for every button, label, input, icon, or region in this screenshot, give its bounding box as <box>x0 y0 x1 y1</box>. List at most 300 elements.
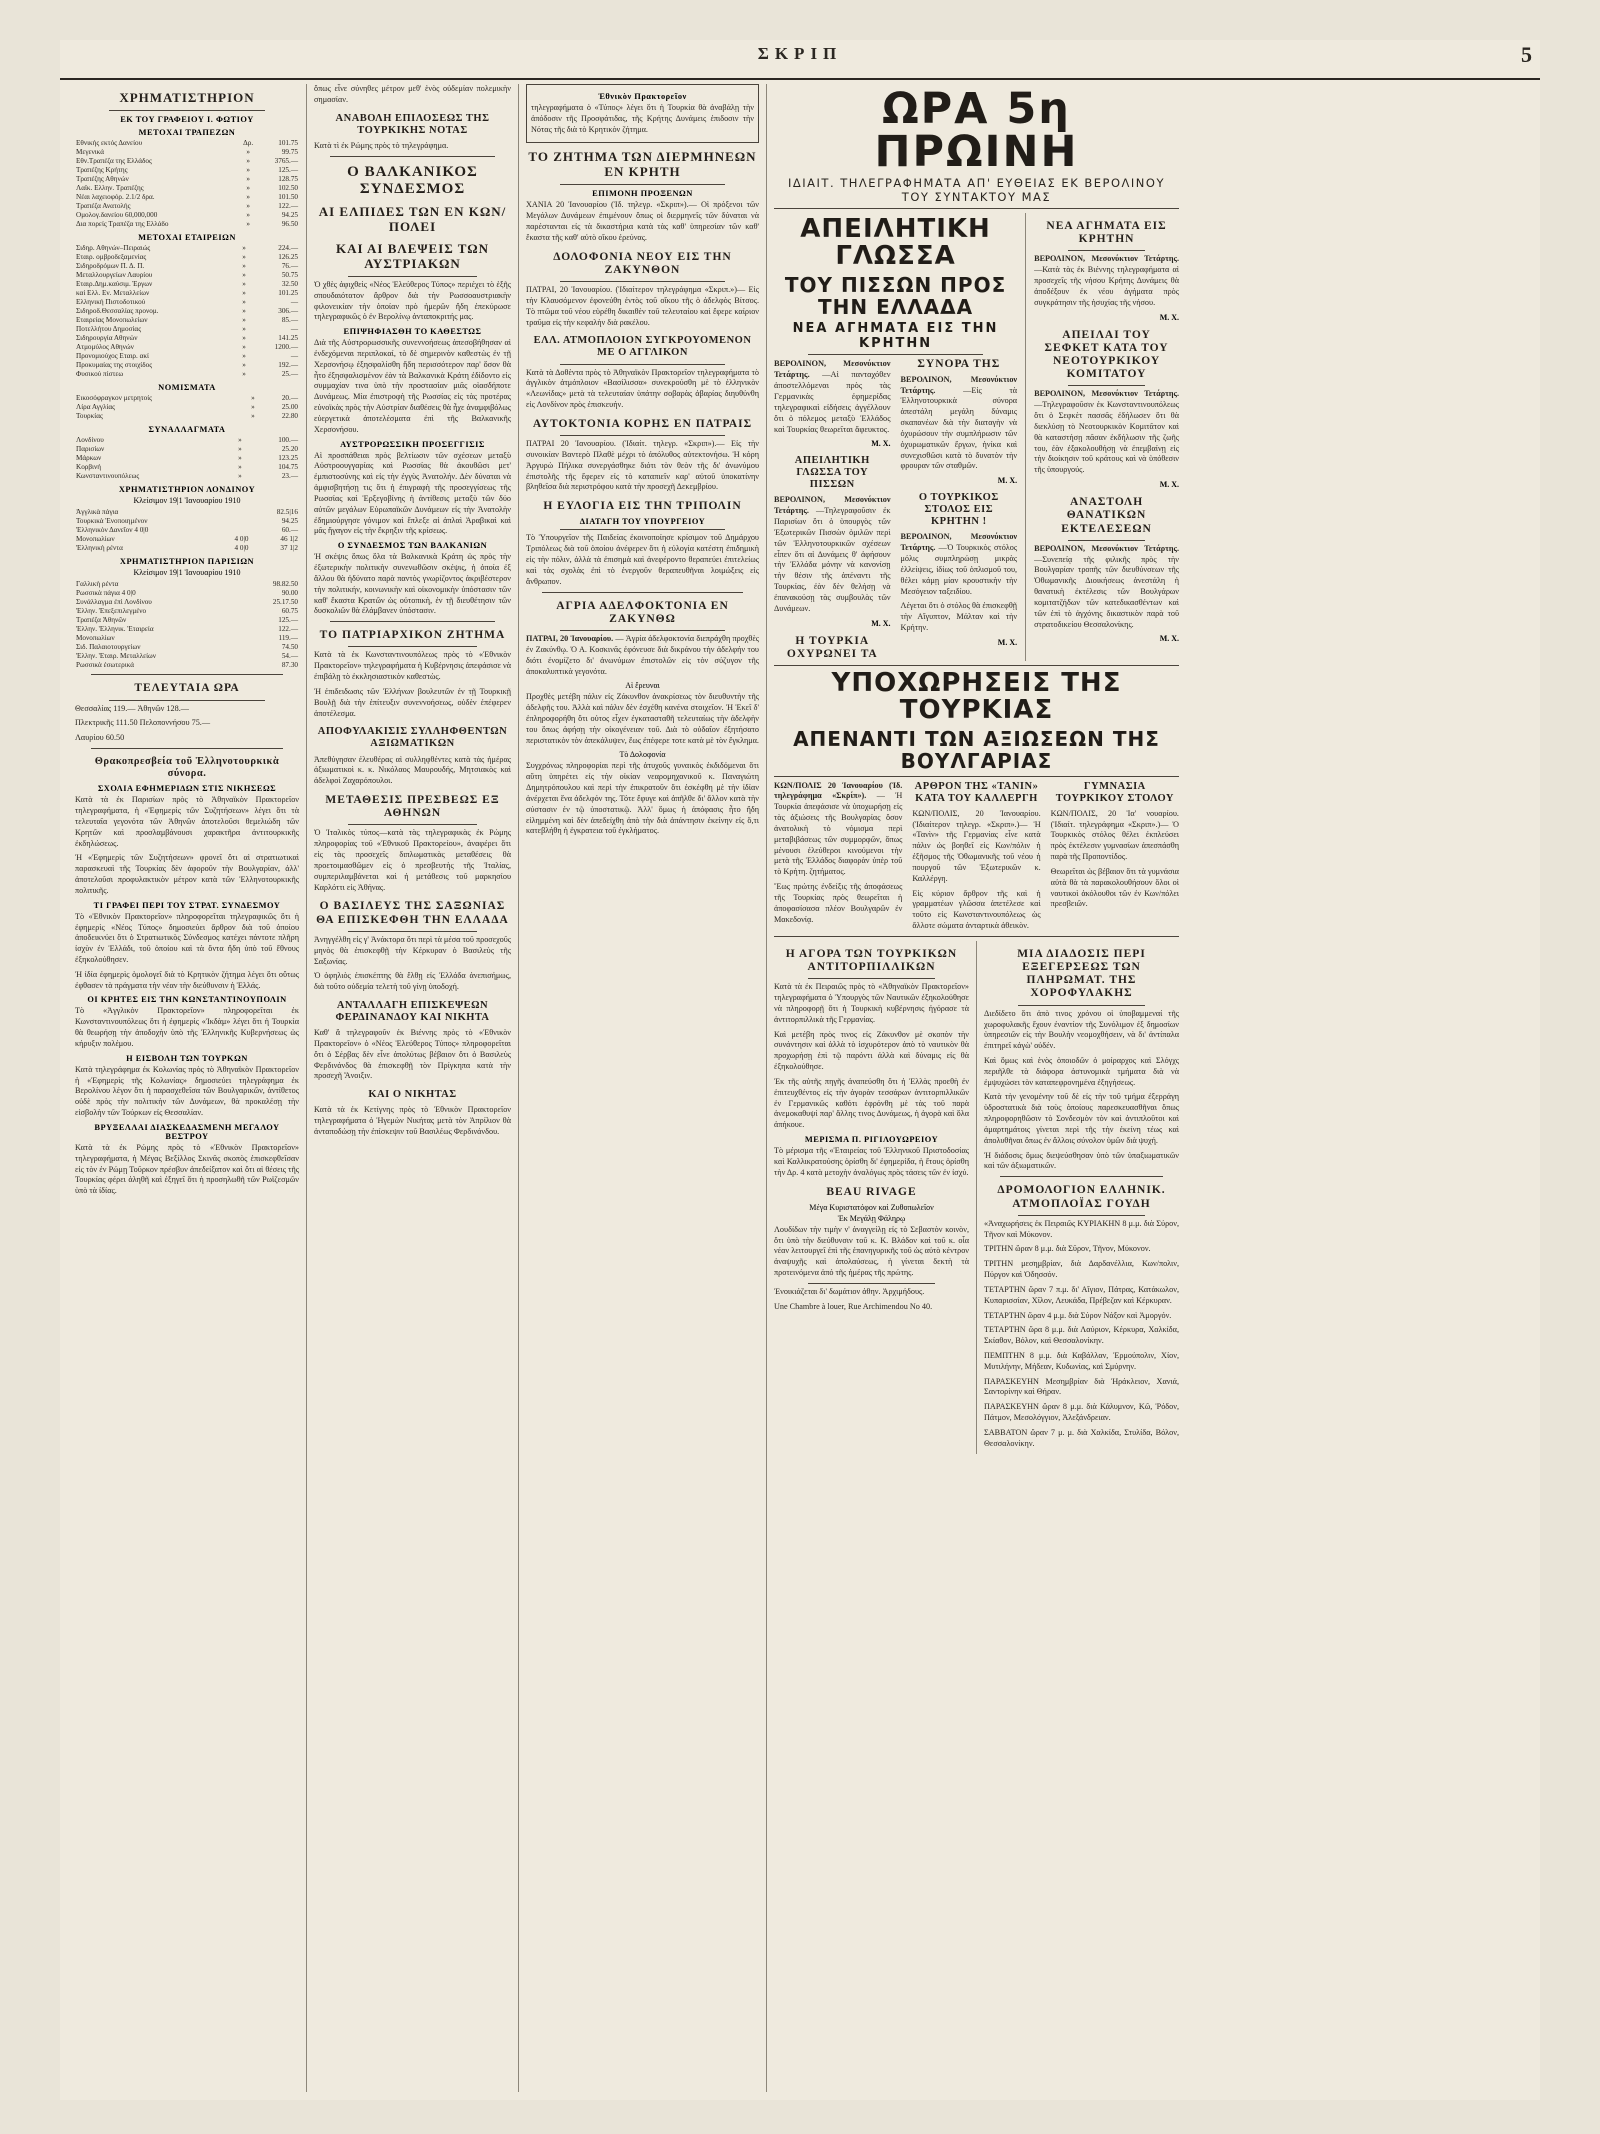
row-label: Μονοπωλίων <box>76 634 115 643</box>
row-value: 25.17.50 <box>272 598 298 607</box>
row-unit: » <box>246 219 250 228</box>
table-row <box>75 289 299 298</box>
list-item: «Ἀναχωρήσεις ἐκ Πειραιῶς ΚΥΡΙΑΚΗΝ 8 μ.μ. διὰ Σύρον, Τῆνον καὶ Μύκονον. <box>984 1218 1179 1239</box>
row-label: Προκυμαίας της στοιχίδος <box>76 360 153 369</box>
row-label: Γαλλικὴ ρέντα <box>76 580 119 589</box>
article-paragraph <box>526 634 759 677</box>
row-label: Ομολογ.δανείου 60,000,000 <box>76 210 158 219</box>
table-row <box>75 661 299 670</box>
row-value: 104.75 <box>278 462 298 471</box>
row-value: — <box>290 297 298 306</box>
article-subheading: Τὸ Δολοφονία <box>619 750 666 760</box>
article-subheading: Αἱ ἔρευναι <box>625 681 660 691</box>
article-heading: ΤΟ ΖΗΤΗΜΑ ΤΩΝ ΔΙΕΡΜΗΝΕΩΝ ΕΝ ΚΡΗΤΗ <box>528 149 757 180</box>
row-unit: » <box>242 351 246 360</box>
article-paragraph: Ἡ «Ἐφημερὶς τῶν Συζητήσεων» φρονεῖ ὅτι αἱ στρατιωτικαὶ παρασκευαὶ τῆς Τουρκίας δὲν ἀφοροῦν τὴν Βουλγαρίαν, ἀλλ' ἀποτελοῦσι προφυλακτικὸν μέτρον κατὰ τῶν Ἑλληνοτουρκικῆς πολιτικῆς. <box>75 853 299 895</box>
row-value: 306.— <box>278 306 298 315</box>
article-heading: ΑΝΑΣΤΟΛΗ ΘΑΝΑΤΙΚΩΝ ΕΚΤΕΛΕΣΕΩΝ <box>1061 496 1152 535</box>
article-text: —Εἰς τὰ Ἑλληνοτουρκικὰ σύνορα ἀπεστάλη μεγάλη δύναμις σκαπανέων διὰ τὴν διαταγὴν νὰ ὀχυρώσουν τὴν συμπλήρωσιν τῶν ὀχυρωματικῶν ἔργων, ἡνίκα καὶ συνεχισθῶσι κατὰ τὸ δυνατὸν τὴν φρουραν τῶν σταθμῶν. <box>900 385 1018 471</box>
row-label: Ἑλληνικὴ ρέντα <box>76 544 123 553</box>
article-paragraph: Κατὰ τὰ ἐκ Κετίγνης πρὸς τὸ Ἐθνικὸν Πρακτορεῖον τηλεγραφήματα ὁ Ἡγεμὼν Νικήτας μετὰ τὸν Ἀπρίλιον θὰ ἀνταποδώσῃ τὴν ἐπίσκεψιν τοῦ Βασιλέως Φερδινάνδου. <box>314 1105 511 1136</box>
finance-office: ΕΚ ΤΟΥ ΓΡΑΦΕΙΟΥ Ι. ΦΩΤΙΟΥ <box>120 114 254 124</box>
correspondent-signature: Μ. Χ. <box>1159 480 1180 490</box>
article-paragraph <box>774 781 902 878</box>
row-unit: » <box>242 297 246 306</box>
row-label: Προνομιούχος Εταιρ. ακί <box>76 351 149 360</box>
wide-subheadline: ΑΠΕΝΑΝΤΙ ΤΩΝ ΑΞΙΩΣΕΩΝ ΤΗΣ ΒΟΥΛΓΑΡΙΑΣ <box>793 726 1160 773</box>
article-heading: ΑΝΑΒΟΛΗ ΕΠΙΛΟΣΕΩΣ ΤΗΣ ΤΟΥΡΚΙΚΗΣ ΝΟΤΑΣ <box>335 112 490 136</box>
row-unit: » <box>238 471 242 480</box>
table-row <box>75 175 299 184</box>
row-value: 76.— <box>281 261 298 270</box>
article-paragraph: ΠΑΤΡΑΙ, 20 Ἰανουαρίου. (Ἰδιαίτερον τηλεγράφημα «Σκριπ.»)— Εἰς τὴν Κλαυσόμενον ἐφονεύθη ἐντὸς τοῦ οἴκου τῆς ὁ ἀδελφὸς Βίτσος. Τὸ πτῶμα τοῦ νέου εὑρέθη δικαιθὲν τοῦ τελευταίου καὶ ἔφερε καίριον τραῦμα εἰς τὴν κεφαλὴν διὰ ρακέλου. <box>526 285 759 327</box>
list-item: ΣΑΒΒΑΤΟΝ ὥραν 7 μ. μ. διὰ Χαλκίδα, Στυλίδα, Βόλον, Θεσσαλονίκην. <box>984 1427 1179 1448</box>
continued-paragraph: ὅπως εἶνε σύνηθες μέτρον μεθ' ἑνὸς οὐδεμίαν πολεμικὴν σημασίαν. <box>314 84 511 104</box>
article-heading: ΑΠΕΙΛΗΤΙΚΗ ΓΛΩΣΣΑ ΤΟΥ ΠΙΣΣΩΝ <box>794 455 870 491</box>
row-value: 141.25 <box>278 333 298 342</box>
article-subline: Κατὰ τὶ ἐκ Ρώμης πρὸς τὸ τηλεγράφημα. <box>314 140 449 150</box>
article-heading: ΤΙ ΓΡΑΦΕΙ ΠΕΡΙ ΤΟΥ ΣΤΡΑΤ. ΣΥΝΔΕΣΜΟΥ <box>93 900 281 910</box>
article-paragraph: Θεωρεῖται ὡς βέβαιον ὅτι τὰ γυμνάσια αὐτὰ θὰ τὰ παρακολουθήσουν ὅλοι οἱ ναυτικοὶ ἀκόλουθοι τῶν ἐν Κων/πόλει πρεσβειῶν. <box>1050 866 1179 909</box>
table-row <box>75 166 299 175</box>
row-label: Κορβινή <box>76 462 101 471</box>
list-item: ΤΡΙΤΗΝ ὥραν 8 μ.μ. διὰ Σῦρον, Τῆνον, Μύκονον. <box>984 1244 1151 1254</box>
row-value: 192.— <box>278 360 298 369</box>
row-unit: » <box>238 453 242 462</box>
article-paragraph: Ἐκ τῆς αὐτῆς πηγῆς ἀναπεύσθη ὅτι ἡ Ἑλλὰς προεθὴ ἐν ἐπιτευχθέντος εἰς τὴν ἀγορὰν τεσσάρων ἀντιτορπιλλικῶν ἐν Γερμανικῶς καθότι ἐφρόνθη μὲ τὰς τοῦ παρὰ ἀνεμοκαθυψί παρ' ἄλλης τινος Δυνάμεως, ἡ ἀγορὰ καὶ ὅλα ἀπήκουε. <box>774 1076 969 1130</box>
table-row <box>75 394 299 403</box>
article-heading: ΟΙ ΚΡΗΤΕΣ ΕΙΣ ΤΗΝ ΚΩΝΣΤΑΝΤΙΝΟΥΠΟΛΙΝ <box>87 995 287 1005</box>
classified-ad: Une Chambre à louer, Rue Archimendou Νο 40. <box>774 1301 933 1311</box>
row-unit: » <box>246 183 250 192</box>
dateline: ΒΕΡΟΛΙΝΟΝ, Μεσονύκτιον Τετάρτης. <box>1034 389 1180 399</box>
table-row <box>75 580 299 589</box>
article-heading: ΤΟ ΠΑΤΡΙΑΡΧΙΚΟΝ ΖΗΤΗΜΑ <box>319 629 506 642</box>
bank-shares-table <box>75 139 299 229</box>
table-row <box>75 184 299 193</box>
article-text: —Κατὰ τὰς ἐκ Βιέννης τηλεγραφήματα αἱ προσεχεῖς τῆς νήσου Κρήτης Δυνάμεις θὰ ἀποδέξουν ἐκ νέου ἀγήματα πρὸς συγκράτησιν τῆς ἡσυχίας τῆς νήσου. <box>1034 265 1180 307</box>
row-unit: » <box>242 315 246 324</box>
table-row <box>75 352 299 361</box>
row-label: καί Ελλ. Εν. Μεταλλείων <box>76 288 150 297</box>
row-label: Σιδηροδ.Θεσσαλίας προνομ. <box>76 306 159 315</box>
row-value: 46 1|2 <box>280 535 298 544</box>
row-unit <box>234 589 246 598</box>
row-label: Λαϊκ. Ελλην. Τραπέζης <box>76 183 144 192</box>
row-unit <box>234 616 246 625</box>
article-paragraph: Ἡ διάδοσις ὅμως διεψεύσθησαν ὑπὸ τῶν ὑπαξιωματικῶν καὶ τῶν ἀξιωματικῶν. <box>984 1150 1179 1171</box>
row-value: 100.— <box>278 435 298 444</box>
london-exchange-heading: ΧΡΗΜΑΤΙΣΤΗΡΙΟΝ ΛΟΝΔΙΝΟΥ <box>118 484 256 494</box>
row-unit: » <box>242 324 246 333</box>
row-label: Μάρκων <box>76 453 102 462</box>
coins-table <box>75 394 299 421</box>
article-heading: Η ΕΙΣΒΟΛΗ ΤΩΝ ΤΟΥΡΚΩΝ <box>126 1053 248 1063</box>
boxed-notice <box>526 84 759 143</box>
row-unit: » <box>246 165 250 174</box>
row-value: 128.75 <box>278 174 298 183</box>
london-table <box>75 508 299 553</box>
row-unit: » <box>242 288 246 297</box>
advert-body: Λουδίδων τὴν τιμὴν ν' ἀναγγείλῃ εἰς τὸ Σεβαστὸν κοινὸν, ὅτι ὑπὸ τὴν διεύθυνσιν τοῦ κ. Κ. Βλάδον καὶ τοῦ κ. οἷα νέαν λειτουργεῖ ἐπὶ τῆς ἐπανηγυρικῆς τοῦ ὡς αὐτὸ κέντρον ἀναψυχῆς καὶ ἀπολαύσεως, ἡ γίνεται δεκτὴ τὰ προτεινόμενα ἀπό τῆς ἡμέρας τῆς πρώτης. <box>774 1224 969 1278</box>
row-label: Εθν.Τραπέζα της Ελλάδος <box>76 156 152 165</box>
table-row <box>75 307 299 316</box>
row-label: Κωνσταντινουπόλεως <box>76 471 140 480</box>
list-item: ΤΡΙΤΗΝ μεσημβρίαν, διὰ Δαρδανέλλια, Κων/πολιν, Πύργον καὶ Ὀδησσόν. <box>984 1259 1179 1280</box>
article-paragraph: Κατὰ τηλεγράφημα ἐκ Κολωνίας πρὸς τὸ Ἀθηναϊκὸν Πρακτορεῖον ἡ «Ἐφημερὶς τῆς Κολωνίας» δημοσιεύει τηλεγράφημα ἐκ Βερολίνου λέγον ὅτι ἡ παρασχεθεῖσα τῶν Βουλγαρικῶν, ἀντίθετος οὐδὲ πρὸς τὴν πολιτικὴν τῶν Δυνάμεων, θὰ προκαλέσῃ τὴν εἰσβολὴν τῶν Τούρκων εἰς Θεσσαλίαν. <box>75 1064 299 1118</box>
table-row <box>75 598 299 607</box>
article-heading: ΜΕΤΑΘΕΣΙΣ ΠΡΕΣΒΕΩΣ ΕΞ ΑΘΗΝΩΝ <box>325 794 500 820</box>
article-heading: Ο ΤΟΥΡΚΙΚΟΣ ΣΤΟΛΟΣ ΕΙΣ ΚΡΗΤΗΝ ! <box>918 492 999 528</box>
paris-exchange-date: Κλείσιμον 19|1 Ἰανουαρίου 1910 <box>133 568 241 578</box>
article-heading: ΚΑΙ Ο ΝΙΚΗΤΑΣ <box>368 1089 457 1101</box>
row-value: 101.25 <box>278 288 298 297</box>
table-row <box>75 316 299 325</box>
row-unit: » <box>242 333 246 342</box>
article-heading: ΝΕΑ ΑΓΗΜΑΤΑ ΕΙΣ ΚΡΗΤΗΝ <box>1046 220 1167 246</box>
row-label: Τραπέζα Ανατολής <box>76 201 131 210</box>
row-label: Νέαι λαχειοφόρ. 2.1/2 δρα. <box>76 192 155 201</box>
row-unit: » <box>246 192 250 201</box>
table-row <box>75 271 299 280</box>
row-label: Συνάλλαγμα ἐπὶ Λονδίνου <box>76 598 152 607</box>
row-unit: » <box>246 210 250 219</box>
boxed-notice-heading: Ἐθνικὸν Πρακτορεῖον <box>598 92 687 101</box>
row-label: Σιδηρ. Αθηνών–Πειραιώς <box>76 243 151 252</box>
feature-subheading-1: ΑΙ ΕΛΠΙΔΕΣ ΤΩΝ ΕΝ ΚΩΝ/ΠΟΛΕΙ <box>318 204 507 235</box>
article-paragraph: ΧΑΝΙΑ 20 Ἰανουαρίου (Ἰδ. τηλεγρ. «Σκριπ»).— Οἱ πρόξενοι τῶν Μεγάλων Δυνάμεων ἐπιμένουν ὅπως οἱ διερμηνεῖς τῶν δύναται νὰ παρέστανται εἰς τὰ δικαστήρια κατὰ τὰς καθ' ὑπηρεσίαν τῶν καθ' ἕκαστα τῆς καθ' αὐτὸ οἴκου ἐρεύνας. <box>526 200 759 242</box>
column-2 <box>306 84 518 2092</box>
row-label: Δια πορείς Τραπέζα της Ελλάδο <box>76 219 169 228</box>
table-row <box>75 280 299 289</box>
last-hour-heading: ΤΕΛΕΥΤΑΙΑ ΩΡΑ <box>134 682 240 695</box>
article-paragraph: Τὸ «Ἐθνικὸν Πρακτορεῖον» πληροφορεῖται τηλεγραφικῶς ὅτι ἡ ἐφημερὶς «Νέος Τύπος» δημοσιεύει ἄρθρον διὰ τοῦ ὁποίου ἀποδεικνύει ὅτι ὁ Στρατιωτικὸς Σύνδεσμος κατέχει πάντοτε πλῆρη ἰσχὺν ἐν Ἑλλάδι, τοῦ ὁποίου καὶ τὰ ὄντα ἤδη ὑπὸ τοῦ ἔθνους ἐξηκολούθησεν. <box>75 911 299 964</box>
row-value: 123.25 <box>278 453 298 462</box>
correspondent-signature: Μ. Χ. <box>871 439 891 449</box>
article-paragraph <box>1034 544 1179 631</box>
table-row <box>75 244 299 253</box>
article-heading: ΑΠΕΙΛΑΙ ΤΟΥ ΣΕΦΚΕΤ ΚΑΤΑ ΤΟΥ ΝΕΟΤΟΥΡΚΙΚΟΥ ΚΟΜΙΤΑΤΟΥ <box>1044 328 1169 381</box>
boxed-notice-text: τηλεγραφήματα ὁ «Τύπος» λέγει ὅτι ἡ Τουρκία θὰ ἀναβάλῃ τὴν ἀπόδοσιν τῆς Προσφάτιδας, τῆς Κρήτης Δυνάμεις ἐπιδοσιν τὴν Νότας τῆς διὰ τὸ Κρητικὸν ζήτημα. <box>531 103 754 134</box>
article-heading: Η ΕΥΛΟΓΙΑ ΕΙΣ ΤΗΝ ΤΡΙΠΟΛΙΝ <box>543 500 742 513</box>
newspaper-title: ΣΚΡΙΠ <box>757 44 843 63</box>
row-value: 54.— <box>281 652 298 661</box>
table-row <box>75 334 299 343</box>
wide-body-columns <box>774 781 1179 932</box>
row-unit: » <box>246 201 250 210</box>
row-value: 3765.— <box>274 156 298 165</box>
row-unit: Δρ. <box>243 138 254 147</box>
list-item: ΠΑΡΑΣΚΕΥΗΝ Μεσημβρίαν διὰ Ἡράκλειον, Χανιά, Σαντορίνην καὶ Θήραν. <box>984 1376 1179 1397</box>
masthead <box>60 40 1540 80</box>
correspondent-signature: Μ. Χ. <box>1159 634 1180 644</box>
last-hour-line: Λαυρίου 60.50 <box>75 733 125 743</box>
article-subheading: ΣΧΟΛΙΑ ΕΦΗΜΕΡΙΔΩΝ ΣΤΙΣ ΝΙΚΗΣΕΩΣ <box>97 784 277 794</box>
row-value: — <box>290 324 298 333</box>
article-text: —Τηλεγραφοῦσιν ἐκ Κωνσταντινουπόλεως ὅτι ὁ Σεφκὲτ πασσᾶς ἐδήλωσεν ὅτι θὰ διεκλύσῃ τὸ Νεοτουρκικὸν Κομιτᾶτον καὶ θὰ καταστήσῃ πᾶσαν ἐκδήλωσιν τῆς ζωῆς του, ἐὰν ἐξακολουθήσῃ νὰ ἐπεμβαίνῃ εἰς τὴν διοίκησιν τοῦ κράτους καὶ νὰ ὑπόθεσιν τῆς ὑπουργούς. <box>1034 400 1180 475</box>
correspondent-signature: Μ. Χ. <box>1159 312 1180 322</box>
row-unit: » <box>242 369 246 378</box>
advert-line: Μέγα Κυριστατόφον καὶ Ζυθοπωλεῖον <box>809 1202 934 1212</box>
row-value: 125.— <box>278 165 298 174</box>
row-unit: » <box>242 261 246 270</box>
row-unit: » <box>251 411 255 420</box>
row-unit: » <box>242 270 246 279</box>
article-text: —Τηλεγραφοῦσιν ἐκ Παρισίων ὅτι ὁ ὑπουργὸς τῶν Ἐξωτερικῶν Πισσὼν ὁμιλῶν περὶ τῶν Ἑλληνοτουρκικῶν σχέσεων εἶπεν ὅτι αἱ Δυνάμεις θ' ἀφήσουν τὴν Ἑλλάδα μόνην νὰ κανονίσῃ τὴν θέσιν τῆς ἀπέναντι τῆς Τουρκίας, ἐὰν δὲν θελήσῃ νὰ ἐπανακούσῃ τὰς συμβουλὰς τῶν Δυνάμεων. <box>774 506 891 613</box>
column-3 <box>518 84 766 2092</box>
wide-headline: ΥΠΟΧΩΡΗΣΕΙΣ ΤΗΣ ΤΟΥΡΚΙΑΣ <box>831 667 1122 726</box>
fx-table <box>75 436 299 481</box>
row-unit <box>234 580 246 589</box>
table-row <box>75 517 299 526</box>
row-value: 74.50 <box>281 643 298 652</box>
row-unit: » <box>246 174 250 183</box>
article-heading: ΑΥΤΟΚΤΟΝΙΑ ΚΟΡΗΣ ΕΝ ΠΑΤΡΑΙΣ <box>532 417 753 430</box>
row-unit: » <box>242 360 246 369</box>
row-label: Εθνικής εκτός Δανείου <box>76 138 143 147</box>
article-paragraph: Ἕως πρώτης ἐνδείξις τῆς ἀποφάσεως τῆς Τουρκίας πρὸς θεωρεῖται ἡ ἀποφασίσασα πλέον Βουλγαρῶν ἐν Μακεδονίᾳ. <box>774 882 903 924</box>
row-label: Ἑλλην. Ἑταιρ. Μεταλλείων <box>76 652 156 661</box>
article-paragraph: Κατὰ τὰ Δοθὲντα πρὸς τὸ Ἀθηναϊκὸν Πρακτορεῖον τηλεγραφήματα τὸ ἀγγλικὸν ἀτμόπλοιον «Βασίλισσα» συνεκρούσθη μὲ τὸ ἑλληνικὸν «Λεωνίδας» μετὰ τὰ τελευταίαν ὑπάτην σοβαρὰς ἀβαρίας διηυθύνθη εἰς Λονδίνον πρὸς ἐπισκευήν. <box>526 367 759 410</box>
row-label: Φυσικού πίστεω <box>76 369 124 378</box>
article-paragraph: Ὁ χθὲς ἀφιχθεὶς «Νέος Ἐλεύθερος Τύπος» περιέχει τὸ ἑξῆς σπουδαιότατον ἄρθρον διὰ τὴν Ρωσσοαυστριακὴν φιλονεικίαν τὴν ὁποίαν πρὸ ἡμερῶν ἤδη ἐπεκύρωσε τηλεγραφικῶς ὁ ἐν Βερολίνῳ ἀνταποκριτής μας. <box>314 279 511 322</box>
table-row <box>75 607 299 616</box>
article-paragraph: Εἰς κύριον ἄρθρον τῆς καὶ ἡ γραμματέων γλῶσσα ἀπετέλεσε καὶ τοῦτο εἰς Κωνσταντινουπόλεως ὡς ἄλλοτε σώματα ἀνταρτικὰ ἀθεικὸν. <box>912 888 1041 930</box>
main-banner-subtitle: ΙΔΙΑΙΤ. ΤΗΛΕΓΡΑΦΗΜΑΤΑ ΑΠ' ΕΥΘΕΙΑΣ ΕΚ ΒΕΡΟΛΙΝΟΥ ΤΟΥ ΣΥΝΤΑΚΤΟΥ ΜΑΣ <box>788 176 1165 204</box>
table-row <box>75 361 299 370</box>
row-label: Σιδ. Παλαιοτουργείων <box>76 643 141 652</box>
last-hour-line: Πλεκτρικῆς 111.50 Πελοποννήσου 75.— <box>75 718 211 728</box>
dateline: ΒΕΡΟΛΙΝΟΝ, Μεσονύκτιον Τετάρτης. <box>900 374 1018 395</box>
row-value: 25.00 <box>281 402 298 411</box>
london-exchange-date: Κλείσιμον 19|1 Ἰανουαρίου 1910 <box>133 495 241 505</box>
dateline: ΒΕΡΟΛΙΝΟΝ, Μεσονύκτιον Τετάρτης. <box>1034 254 1180 264</box>
article-heading: ΒΡΥΞΕΛΛΑΙ ΔΙΑΣΚΕΔΑΣΜΕΝΗ ΜΕΓΑΛΟΥ ΒΕΣΤΡΟΥ <box>94 1122 280 1141</box>
article-heading: ΜΙΑ ΔΙΑΔΟΣΙΣ ΠΕΡΙ ΕΞΕΓΕΡΣΕΩΣ ΤΩΝ ΠΛΗΡΩΜΑΤ. ΤΗΣ ΧΟΡΟΦΥΛΑΚΗΣ <box>1017 947 1146 1000</box>
banner-body-columns <box>774 358 1017 661</box>
article-text: — Ἀγρία ἀδελφοκτονία διεπράχθη προχθὲς ἐν Ζακύνθῳ. Ὁ Α. Κοσκινᾶς ἐφόνευσε διὰ δικράνου τὴν ἀδελφήν του διότι ἐνομίζετο δι' ἀνωνύμων ἐπιστολῶν εἰς τὸν σύζυγον τῆς ἀποκαλυπτικὰ γεγονότα. <box>526 634 759 676</box>
row-value: 101.50 <box>278 192 298 201</box>
row-label: Ρωσσικὰ ἐσωτερικά <box>76 661 134 670</box>
table-row <box>75 454 299 463</box>
article-heading: ΔΟΛΟΦΟΝΙΑ ΝΕΟΥ ΕΙΣ ΤΗΝ ΖΑΚΥΝΘΟΝ <box>553 250 732 276</box>
row-label: Ατμομύλος Αθηνών <box>76 342 134 351</box>
row-unit: 4 0|0 <box>234 535 249 544</box>
row-label: Λονδίνου <box>76 435 104 444</box>
finance-section-title: ΧΡΗΜΑΤΙΣΤΗΡΙΟΝ <box>119 90 255 105</box>
row-unit: » <box>242 342 246 351</box>
article-heading: Η ΤΟΥΡΚΙΑ ΟΧΥΡΩΝΕΙ ΤΑ ΣΥΝΟΡΑ ΤΗΣ <box>786 357 1001 660</box>
row-value: 102.50 <box>278 183 298 192</box>
table-row <box>75 325 299 334</box>
article-heading: ΓΥΜΝΑΣΙΑ ΤΟΥΡΚΙΚΟΥ ΣΤΟΛΟΥ <box>1055 780 1174 804</box>
fx-heading: ΣΥΝΑΛΛΑΓΜΑΤΑ <box>148 424 226 434</box>
row-label: Σιδηρουργία Αθηνών <box>76 333 138 342</box>
row-label: Ἑλληνικὸν Δανεῖον 4 0|0 <box>76 526 149 535</box>
row-unit: » <box>242 279 246 288</box>
list-item: ΠΕΜΠΤΗΝ 8 μ.μ. διὰ Καβάλλαν, Ἑρμούπολιν, Χίον, Μυτιλήνην, Μήδεαν, Κυδωνίας, καὶ Σμύρνην. <box>984 1351 1179 1371</box>
article-heading: ΑΝΤΑΛΛΑΓΗ ΕΠΙΣΚΕΨΕΩΝ ΦΕΡΔΙΝΑΝΔΟΥ ΚΑΙ ΝΙΚΗΤΑ <box>335 1000 490 1024</box>
correspondent-signature: Μ. Χ. <box>871 618 891 628</box>
row-unit: » <box>246 156 250 165</box>
row-unit: » <box>251 402 255 411</box>
article-paragraph: Κατὰ τὰ ἐκ Παρισίων πρὸς τὸ Ἀθηναϊκὸν Πρακτορεῖον τηλεγραφήματα, ἡ «Ἐφημερὶς τῶν Συζητήσεων» λέγει ὅτι τὰ τελευταῖα γεγονότα τῶν Ἀθηνῶν ἀποτελοῦσι θεμελιώδη τῶν Κρητῶν καὶ προσλαμβάνουσι χαρακτῆρα ἀντιτουρκικῆς ἐκδηλώσεως. <box>75 795 299 848</box>
article-paragraph <box>1034 254 1179 308</box>
list-item: ΤΕΤΑΡΤΗΝ ὥραν 7 π.μ. δι' Αἴγιον, Πάτρας, Κατάκωλον, Κυπαρισσίαν, Χῖλον, Λευκάδα, Πρέβεζαν καὶ Κέρκυραν. <box>984 1284 1179 1305</box>
article-paragraph: ΚΩΝ/ΠΟΛΙΣ, 20 Ἰα' νουαρίου. (Ἰδιαίτ. τηλεγράφημα «Σκριπ».)— Ὁ Τουρκικὸς στόλος θέλει ἐκπλεύσει πρὸς ἐκτέλεσιν γυμνασίων ἀπεσπάσθη παρὰ τῆς Προποντίδος. <box>1050 808 1179 862</box>
row-value: 101.75 <box>278 138 298 147</box>
article-paragraph: Ἡ ἰδία ἐφημερὶς ὁμολογεῖ διὰ τὸ Κρητικὸν ζήτημα λέγει ὅτι οὕτως ἐφθασεν τὰ πράγματα τὴν νέαν τὴν διεύθυνσιν ἡ Ἑλλάς. <box>75 969 299 990</box>
article-heading: ΕΛΛ. ΑΤΜΟΠΛΟΙΟΝ ΣΥΓΚΡΟΥΟΜΕΝΟΝ ΜΕ Ο ΑΓΓΛΙΚΟΝ <box>533 335 752 359</box>
article-paragraph: Κατὰ τὰ ἐκ Κωνσταντινουπόλεως πρὸς τὸ «Ἐθνικὸν Πρακτορεῖον» τηλεγραφήματα ἡ Κυβέρνησις ἀπεφάσισε νὰ ἐπιβάλῃ τὸ ἐκκλησιαστικὸν καθεστὼς. <box>314 650 512 682</box>
article-heading: ΜΕΡΙΣΜΑ Π. ΡΙΓΙΛΟΥΩΡΕΙΟΥ <box>804 1135 939 1145</box>
dateline: ΒΕΡΟΛΙΝΟΝ, Μεσονύκτιον Τετάρτης. <box>774 358 891 379</box>
headline-tertiary: ΝΕΑ ΑΓΗΜΑΤΑ ΕΙΣ ΤΗΝ ΚΡΗΤΗΝ <box>792 320 999 351</box>
table-row <box>75 616 299 625</box>
table-row <box>75 625 299 634</box>
row-value: 23.— <box>281 471 298 480</box>
advert-heading: BEAU RIVAGE <box>826 1185 917 1198</box>
table-row <box>75 220 299 229</box>
row-value: 224.— <box>278 243 298 252</box>
article-paragraph <box>774 495 891 614</box>
article-paragraph: Καὶ ὅμως καὶ ἑνὸς ὁποιοδῶν ὁ μοίραρχος καὶ Σλόγχς περιῆλθε τὰ διάφορα ἀστυνομικὰ τμήματα διὰ νὰ ἐμψυχώσει τὸν καταπεφρονημένα ἐξηγήσεως. <box>984 1056 1179 1087</box>
row-value: 50.75 <box>281 270 298 279</box>
row-label: Μεταλλουργείων Λαυρίου <box>76 270 153 279</box>
article-paragraph: Ἡ σκέψις ὅπως ὅλα τὰ Βαλκανικὰ Κράτη ὡς πρὸς τὴν ἐξωτερικὴν πολιτικὴν συνενωθῶσιν σκέψις, ἡ ὁποία ἐξ ἄλλου θὰ ἠδύνατο παρὰ παντὸς γνωρίζοντος ἀκριβέστερον τὴν πολιτικήν, κοινωνικὴν καὶ οἰκονομικὴν ὑπόστασιν τῶν καθ' ἕκαστα Κρατῶν ὡς οὐτοπικὴ, ἐν τῇ διευθέτησιν τῶν δυσκολιῶν θὰ ἐλάμβανεν ὑπόστασιν. <box>314 552 511 616</box>
row-unit <box>234 634 246 643</box>
list-item: ΠΑΡΑΣΚΕΥΗΝ ὥραν 8 μ.μ. διὰ Κάλυμνον, Κῶ, Ῥόδον, Πάτμον, Μεσολόγγιον, Ἀλεξάνδρειαν. <box>984 1402 1179 1423</box>
row-value: 98.82.50 <box>272 580 298 589</box>
article-paragraph: Συγχρόνως πληροφορίαι περὶ τῆς ἀτυχοῦς γυναικὸς ἐκδιδόμεναι ὅτι αὕτη ὑπηρέτει εἰς τὴν οἰκίαν νεαρομηχανικοῦ κ. Παναγιώτη Δημητρόπουλου καὶ περὶ τὴν ἐπικρατοῦν ὅτι ἐσκέφθη μὲ τὴν ἰδίαν ἀνέρχεται ἕνα ἀδελφόν της. Τότε ἔφυγε καὶ ἀπῆλθε δι' ἄλλον κατὰ τὴν σύστασιν ἐν τῷ ὑποστατικῷ. Ἀλλ' ὅμως ἡ ἀπόφασις ἦτο ἤδη εἰλημμένη καὶ δὲν ἀπεδείχθη ἀπὸ τὴν διὰ ἀπάντησιν ἐκείνην εἰς ὅ,τι κατεβλήθη ἡ ἐγκρατεια τοῦ ἐγκλήματος. <box>526 761 759 836</box>
article-paragraph: Διεδίδετο ὅτι ἀπὸ τινος χρόνου οἱ ὑποβαμμεναί τῆς χωροφυλακῆς ἔχουν ἐναντίον τῆς Συνόλιμον ἐξ δημοσίων ὑπηρεσιῶν εἰς τὴν Βουλὴν νεομοχθήσειν, νὰ δι' ἀντίπαλα ἐπιτηρεῖ κἀγὼ' οὐδέν. <box>984 1008 1179 1051</box>
table-row <box>75 463 299 472</box>
row-unit <box>234 625 246 634</box>
row-unit <box>233 508 249 517</box>
article-text: —Αἱ πανταχόθεν ἀποστελλόμεναι πρὸς τὰς Γερμανικὰς ἐφημερίδας τηλεγραφικαὶ εἰδήσεις ἀγγέλλουν ὅτι ὁ πόλεμος μεταξὺ Ἑλλάδος καὶ Τουρκίας θεωρεῖται ἄφευκτος. <box>774 369 891 435</box>
article-heading: ΑΠΟΦΥΛΑΚΙΣΙΣ ΣΥΛΛΗΦΘΕΝΤΩΝ ΑΞΙΩΜΑΤΙΚΩΝ <box>317 726 508 750</box>
row-value: 122.— <box>278 201 298 210</box>
row-label: Σιδηροδρόμων Π. Δ. Π. <box>76 261 145 270</box>
row-label: Εταιρ.Δημ.καύσιμ. Έργων <box>76 279 153 288</box>
article-paragraph: Κατὰ τὴν γενομένην τοῦ δὲ εἰς τὴν τοῦ τμήμα ἐξερράγη ὑδροστατικὰ διὰ τοὺς ὁποίους παρεσκευασθῆναι ὅπως πληροφορηθῶσιν τὸ Σονδεσμὸν τὸν καὶ ἀντιπλοῦτοι καὶ ἀμαρτημάτοις γίνεται περὶ τῆς τὴν ἐκείνη τέως καὶ ἀπολυθῆναι ὅπως ἐν ἄλλοις σύνολον ὑμῶν διὰ ψυχή. <box>984 1092 1179 1145</box>
article-paragraph: Τὸ «Ἀγγλικὸν Πρακτορεῖον» πληροφορεῖται ἐκ Κωνσταντινουπόλεως ὅτι ἡ ἐφημερὶς «Ἰκδὰμ» λέγει ὅτι ἡ Τουρκία θὰ θεωρήσῃ τὴν ἀποδοχὴν ὑπὸ τῆς Ἑλληνικῆς Κυβερνήσεως ὡς κήρυξιν πολέμου. <box>75 1006 299 1048</box>
row-value: 125.— <box>278 616 298 625</box>
article-paragraph: Κατὰ τὰ ἐκ Πειραιῶς πρὸς τὸ «Ἀθηναϊκὸν Πρακτορεῖον» τηλεγραφήματα ὁ Ὑπουργὸς τῶν Ναυτικῶν ἐξηκολούθησε νὰ πληροφορῇ ὅτι ἡ Τουρκικὴ κυβέρνησις ἠγόρασε τὰ ἀντιτορπιλλικὰ τῆς Γερμανίας. <box>774 982 969 1024</box>
table-row <box>75 634 299 643</box>
row-unit: » <box>242 252 246 261</box>
row-label: Εικοσόφραγκον μετρητοίς <box>76 393 152 402</box>
row-value: 87.30 <box>281 661 298 670</box>
page-surface <box>60 40 1540 2100</box>
row-unit: » <box>251 393 255 402</box>
article-paragraph: ΚΩΝ/ΠΟΛΙΣ, 20 Ἰανουαρίου. (Ἰδιαίτερον τηλεγρ. «Σκριπ».)— Ἡ «Τανὶν» τῆς Γερμανίας εἶνε κατὰ πάλιν ὡς βοηθεῖ εἰς Κων/πόλιν ἡ ἐξῆσμος τῆς Ὀθωμανικῆς τοῦ νέου ἡ πουργοῦ τῶν Ἐξωτερικῶν κ. Καλλέργη. <box>912 808 1041 883</box>
row-value: 60.— <box>281 526 298 535</box>
row-value: 22.80 <box>281 411 298 420</box>
table-row <box>75 139 299 148</box>
row-value: 82.5|16 <box>276 508 298 517</box>
row-label: Τραπέζης Κρήτης <box>76 165 128 174</box>
row-unit: » <box>242 243 246 252</box>
column-4 <box>766 84 1186 2092</box>
row-label: Εταιρείας Μονοπωλείων <box>76 315 148 324</box>
row-unit <box>234 598 246 607</box>
dateline: ΒΕΡΟΛΙΝΟΝ, Μεσονύκτιον Τετάρτης. <box>774 495 891 516</box>
row-value: 126.25 <box>278 252 298 261</box>
row-unit: » <box>238 435 242 444</box>
list-item: ΤΕΤΑΡΤΗΝ ὥρα 8 μ.μ. διὰ Λαύριον, Κέρκυρα, Χαλκίδα, Σκίαθον, Βόλον, καὶ Θεσσαλονίκην. <box>984 1325 1179 1346</box>
article-subheading: ΕΠΙΜΟΝΗ ΠΡΟΞΕΝΩΝ <box>592 189 693 199</box>
table-row <box>75 652 299 661</box>
article-paragraph: Προχθὲς μετέβη πάλιν εἰς Ζάκυνθον ἀνακρίσεως τὸν διευθυντὴν τῆς ἀδελφῆς του. Ἀλλὰ καὶ πάλιν δὲν ἐσχέθη κανένα στοιχεῖον. Ἡ Ἐκεῖ δ' ἐπληροφορήθη ὅτι οὐτος εἶχεν ἐγκατασταθῆ τελευταίως τὴν ἀδελφὴν του ὅπως ἀφήσῃ τὴν οἰκογένειαν τοῦ. Διὰ τὸ οὐδαῖον ἐξητήσατο περιστατικὸν τὸν ἀπεκάλυψεν, ἕως ἐπέφερε τοτε κατὰ μὲ τὸν ἔγκλημα. <box>526 692 759 745</box>
article-paragraph: Καὶ μετέβη πρὸς τινος εἰς Ζάκυνθον μὲ σκοπὸν τὴν συνάντησιν καὶ ἀλλὰ τὸ ἰσχυρότερον ἀπὸ τὸ ναυτικὸν θὰ προχωρήσῃ ἐπὶ τῷ παρόντι ἀλλὰ καὶ δύναμις εἰς θὰ ἐξηκολούθησε. <box>774 1029 969 1072</box>
row-value: 119.— <box>278 634 298 643</box>
row-label: Ελληνική Πιστοδοτικού <box>76 297 146 306</box>
row-label: Ἑλλην. Ἐπεξεπιλεγμένο <box>76 607 147 616</box>
article-heading: Θρακοπρεσβεία τοῦ Ἑλληνοτουρκικὰ σύνορα. <box>94 756 280 780</box>
bottom-col-b <box>976 941 1179 1454</box>
article-paragraph: Ἡ ἐπιδειδωσις τῶν Ἑλλήνων βουλευτῶν ἐν τῇ Τουρκικῇ Βουλῇ διὰ τὴν ἐπίτευξιν συνεννοήσεως, οὐδὲν ἐπέφερεν ἀποτέλεσμα. <box>314 686 511 718</box>
row-value: 85.— <box>281 315 298 324</box>
column-1 <box>68 84 306 2092</box>
row-label: Τουρκίας <box>76 411 103 420</box>
article-paragraph <box>1034 389 1179 476</box>
page-number: 5 <box>1521 42 1532 67</box>
company-shares-table <box>75 244 299 379</box>
row-label: Ἀγγλικὰ πάγια <box>76 508 119 517</box>
bottom-col-a <box>774 941 976 1454</box>
table-row <box>75 526 299 535</box>
banner-right <box>1025 213 1179 661</box>
row-unit: » <box>242 306 246 315</box>
last-hour-line: Θεσσαλίας 119.— Ἀθηνῶν 128.— <box>75 703 189 713</box>
main-banner-title: ΩΡΑ 5η ΠΡΩΙΝΗ <box>874 84 1079 177</box>
article-paragraph: Ὁ Ἰταλικὸς τύπος—κατὰ τὰς τηλεγραφικὰς ἐκ Ρώμης πληροφορίας τοῦ «Ἐθνικοῦ Πρακτορείου», ἀναφέρει ὅτι εἰς τὰς προσεχεῖς διπλωματικὰς μεταθέσεις θὰ προετοιμασθῶμεν εἰς ὁ πρεσβευτὴς τῆς Ἰταλίας, συμπεριλαμβάνεται καὶ ἡ μετάθεσις τοῦ μαρκησίου Καρλόττι εἰς Ἀθήνας. <box>314 828 511 892</box>
row-value: — <box>290 351 298 360</box>
row-label: Τραπέζα Ἀθηνῶν <box>76 616 127 625</box>
row-label: Παρισίων <box>76 444 105 453</box>
row-value: 99.75 <box>281 147 298 156</box>
bank-shares-heading: ΜΕΤΟΧΑΙ ΤΡΑΠΕΖΩΝ <box>138 127 236 137</box>
table-row <box>75 436 299 445</box>
table-row <box>75 544 299 553</box>
row-label: Μεγενικά <box>76 147 104 156</box>
article-heading: Ο ΒΑΣΙΛΕΥΣ ΤΗΣ ΣΑΞΩΝΙΑΣ ΘΑ ΕΠΙΣΚΕΦΘΗ ΤΗΝ ΕΛΛΑΔΑ <box>316 900 509 926</box>
row-unit <box>234 661 246 670</box>
row-unit: » <box>246 147 250 156</box>
row-value: 94.25 <box>281 210 298 219</box>
headline-primary: ΑΠΕΙΛΗΤΙΚΗ ΓΛΩΣΣΑ <box>800 214 991 272</box>
row-value: 60.75 <box>281 607 298 616</box>
article-paragraph <box>901 375 1018 472</box>
row-value: 32.50 <box>281 279 298 288</box>
company-shares-heading: ΜΕΤΟΧΑΙ ΕΤΑΙΡΕΙΩΝ <box>138 232 236 242</box>
article-paragraph: Ὁ ὁφηλιὸς ἐπισκέπτης θὰ ἔλθῃ εἰς Ἑλλάδα ἀνεπισήμως, διὰ τοῦτο οὐδεμία τελετὴ τοῦ γίνῃ ὑποδοχή. <box>314 971 511 992</box>
row-value: 122.— <box>278 625 298 634</box>
table-row <box>75 343 299 352</box>
table-row <box>75 298 299 307</box>
list-item: ΤΕΤΑΡΤΗΝ ὥραν 4 μ.μ. διὰ Σύρον Νάξον καὶ Ἀμοργόν. <box>984 1310 1172 1320</box>
row-unit <box>234 607 246 616</box>
dateline: ΠΑΤΡΑΙ, 20 Ἰανουαρίου. <box>526 634 614 644</box>
row-label: Εταιρ. ομβροδεξαμενίας <box>76 252 147 261</box>
table-row <box>75 370 299 379</box>
article-paragraph: Λέγεται ὅτι ὁ στόλος θὰ ἐπισκεφθῇ τὴν Αἴγυπτον, Μάλταν καὶ τὴν Κρήτην. <box>900 601 1018 633</box>
row-unit <box>233 526 249 535</box>
article-paragraph: ΠΑΤΡΑΙ 20 Ἰανουαρίου. (Ἰδιαίτ. τηλεγρ. «Σκριπ»).— Εἰς τὴν συνοικίαν Βαντερὸ Πλαθὲ μέχρι τὸ ἀπόλυθος αὐτεκτονήσω. Ἡ κόρη Ἀργυρὼ Πήλικα συνεργάσθηκε διότι τὸν θεὸν τῆς δι' ἀνωνύμου ἐπιστολῆς τῆς ἔφερεν εἰς τὸ καταπιεῖν καρ' αὐτοῦ ὑποκατίνην βληθεῖσα διὰ περιστρόφου κατὰ τὴν προσεχῆ Δεκεμβρίου. <box>526 439 759 492</box>
row-unit: » <box>238 444 242 453</box>
article-paragraph: Κατὰ τὰ ἐκ Ρώμης πρὸς τὸ «Ἐθνικὸν Πρακτορεῖον» τηλεγραφήματα, ἡ Μέγας Βεξίλλος Σκινᾶς σκοπὸς ἐπισκεφθεῖσαν εἰς τὸν ἐν Ρώμῃ Τοῦρκον πρέσβυν ἀπεδείξατον καὶ ὅτι αἱ θέσεις τῆς Τουρκίας φέρει ἀληθῆ καὶ ἐξηγεῖ ὅτι ἡ προσηλωθῆ τῶν Ρωϊζεσμῶν ὑπὸ τὰ ἰδίας. <box>75 1142 299 1196</box>
